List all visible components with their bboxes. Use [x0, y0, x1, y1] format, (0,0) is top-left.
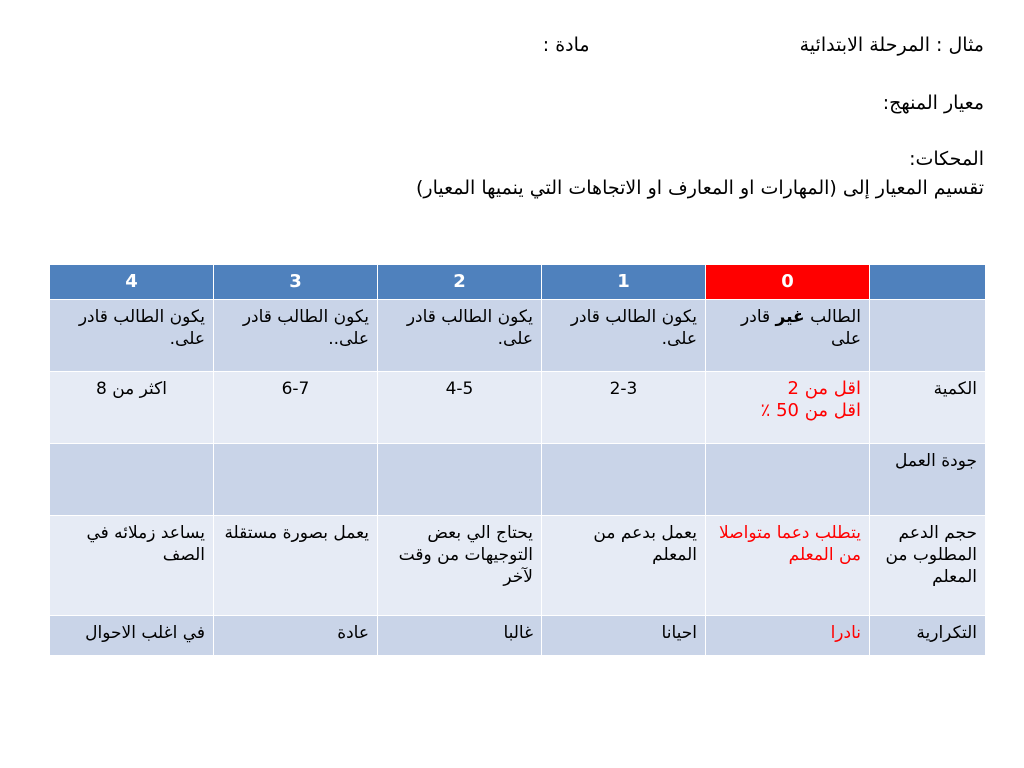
quantity-level-0-line1: اقل من 2	[787, 378, 861, 399]
curriculum-standard-text: معيار المنهج:	[882, 92, 984, 114]
quality-row-label: جودة العمل	[870, 444, 986, 516]
level-0-header: 0	[706, 265, 870, 300]
support-level-4: يساعد زملائه في الصف	[50, 516, 214, 616]
support-level-3: يعمل بصورة مستقلة	[214, 516, 378, 616]
frequency-level-2: غالبا	[378, 616, 542, 656]
level-4-header: 4	[50, 265, 214, 300]
level-1-header: 1	[542, 265, 706, 300]
quantity-level-4: اكثر من 8	[50, 372, 214, 444]
criteria-label-text: المحكات:	[909, 148, 984, 170]
ability-level-1: يكون الطالب قادر على.	[542, 300, 706, 372]
example-stage-text: مثال : المرحلة الابتدائية	[799, 34, 984, 56]
level-3-header: 3	[214, 265, 378, 300]
ability-level-4: يكون الطالب قادر على.	[50, 300, 214, 372]
support-level-0: يتطلب دعما متواصلا من المعلم	[706, 516, 870, 616]
quantity-level-2: 4-5	[378, 372, 542, 444]
ability-level-0: الطالب غير قادر على	[706, 300, 870, 372]
quality-level-1	[542, 444, 706, 516]
quantity-level-3: 6-7	[214, 372, 378, 444]
level-2-header: 2	[378, 265, 542, 300]
table-row-frequency	[50, 616, 986, 656]
quality-level-3	[214, 444, 378, 516]
ability-row-label	[870, 300, 986, 372]
quantity-level-1: 2-3	[542, 372, 706, 444]
frequency-level-0: نادرا	[706, 616, 870, 656]
ability-level-3: يكون الطالب قادر على..	[214, 300, 378, 372]
quality-level-4	[50, 444, 214, 516]
frequency-row-label: التكرارية	[870, 616, 986, 656]
quality-level-2	[378, 444, 542, 516]
frequency-level-4: في اغلب الاحوال	[50, 616, 214, 656]
ability-level-2: يكون الطالب قادر على.	[378, 300, 542, 372]
criteria-description-text: تقسيم المعيار إلى (المهارات او المعارف او الاتجاهات التي ينميها المعيار)	[416, 177, 984, 199]
table-row-quantity	[50, 372, 986, 444]
quantity-level-0	[706, 372, 870, 444]
header-line-stage	[543, 32, 984, 58]
quantity-level-0-line2: اقل من 50 ٪	[760, 400, 861, 421]
header-empty-cell	[870, 265, 986, 300]
subject-text: مادة :	[542, 34, 590, 56]
support-level-1: يعمل بدعم من المعلم	[542, 516, 706, 616]
support-level-2: يحتاج الي بعض التوجيهات من وقت لآخر	[378, 516, 542, 616]
quantity-row-label: الكمية	[870, 372, 986, 444]
table-row-ability	[50, 300, 986, 372]
quality-level-0	[706, 444, 870, 516]
support-row-label: حجم الدعم المطلوب من المعلم	[870, 516, 986, 616]
rubric-table	[49, 264, 986, 656]
table-header-row	[50, 265, 986, 300]
frequency-level-3: عادة	[214, 616, 378, 656]
table-row-quality	[50, 444, 986, 516]
frequency-level-1: احيانا	[542, 616, 706, 656]
table-row-support	[50, 516, 986, 616]
